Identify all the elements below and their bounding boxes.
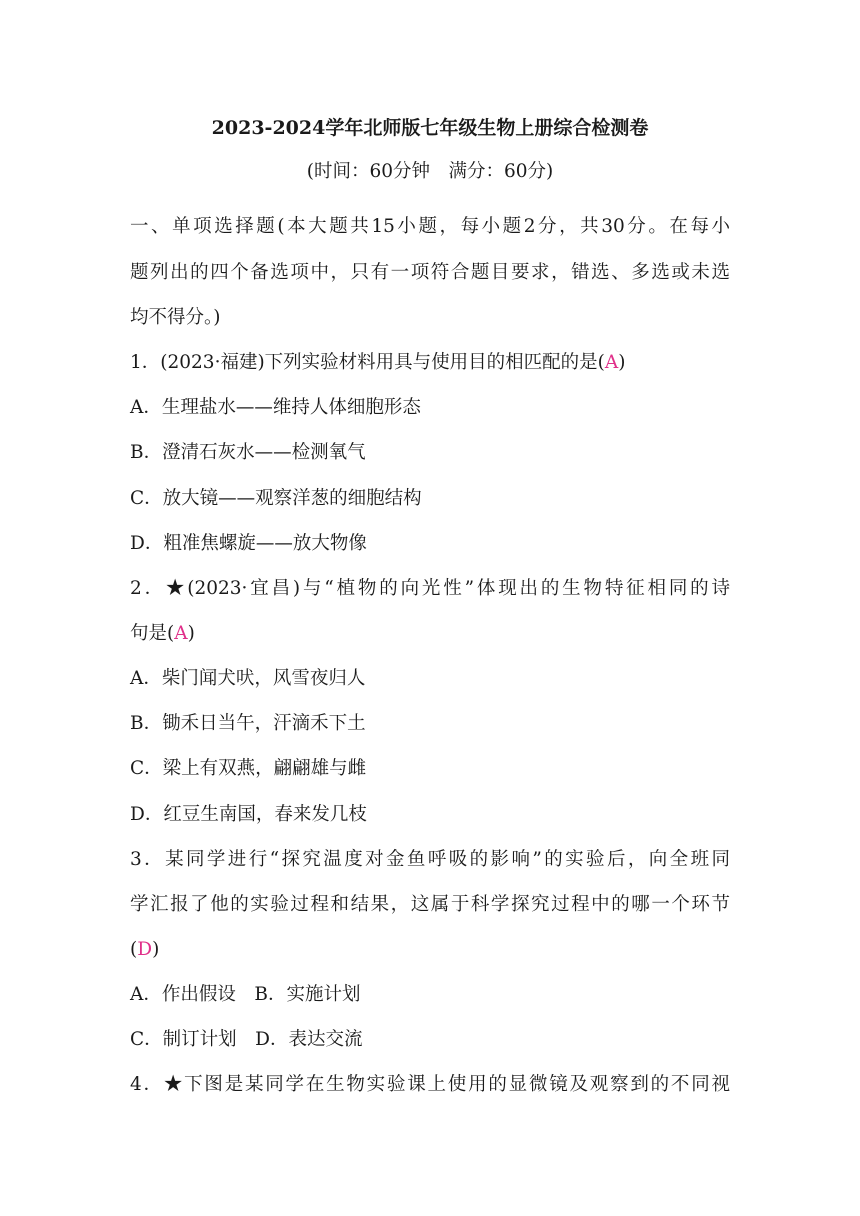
question-2-option-a: A．柴门闻犬吠，风雪夜归人 <box>130 668 366 689</box>
question-1-option-c: C．放大镜——观察洋葱的细胞结构 <box>130 488 422 509</box>
exam-info: (时间：60分钟 满分：60分) <box>306 161 554 182</box>
question-1-option-a: A．生理盐水——维持人体细胞形态 <box>130 397 421 418</box>
question-2-option-d: D．红豆生南国，春来发几枝 <box>130 804 367 825</box>
section-heading-line: 均不得分。) <box>130 307 221 328</box>
question-3-options-row: C．制订计划 D．表达交流 <box>130 1029 363 1050</box>
question-3-stem-line: (D) <box>130 939 160 960</box>
page-title: 2023-2024学年北师版七年级生物上册综合检测卷 <box>211 117 649 139</box>
question-3-answer: D <box>137 939 153 960</box>
question-2-stem-line: 2．★(2023·宜昌)与“植物的向光性”体现出的生物特征相同的诗 <box>130 578 730 599</box>
question-2-option-b: B．锄禾日当午，汗滴禾下土 <box>130 713 366 734</box>
question-1-option-d: D．粗准焦螺旋——放大物像 <box>130 533 367 554</box>
question-3-stem-line: 3．某同学进行“探究温度对金鱼呼吸的影响”的实验后，向全班同 <box>130 849 730 870</box>
question-3-options-row: A．作出假设 B．实施计划 <box>130 984 361 1005</box>
question-3-stem-line: 学汇报了他的实验过程和结果，这属于科学探究过程中的哪一个环节 <box>130 894 730 915</box>
section-heading-line: 一、单项选择题(本大题共15小题，每小题2分，共30分。在每小 <box>130 216 730 237</box>
question-2-answer: A <box>174 623 188 644</box>
question-1-answer: A <box>604 352 619 373</box>
question-2-option-c: C．梁上有双燕，翩翩雄与雌 <box>130 758 367 779</box>
question-1-option-b: B．澄清石灰水——检测氧气 <box>130 442 366 463</box>
question-1-stem: 1．(2023·福建)下列实验材料用具与使用目的相匹配的是(A) <box>130 352 626 373</box>
section-heading-line: 题列出的四个备选项中，只有一项符合题目要求，错选、多选或未选 <box>130 262 730 283</box>
question-2-stem-line: 句是(A) <box>130 623 195 644</box>
question-4-stem-line: 4．★下图是某同学在生物实验课上使用的显微镜及观察到的不同视 <box>130 1074 730 1095</box>
